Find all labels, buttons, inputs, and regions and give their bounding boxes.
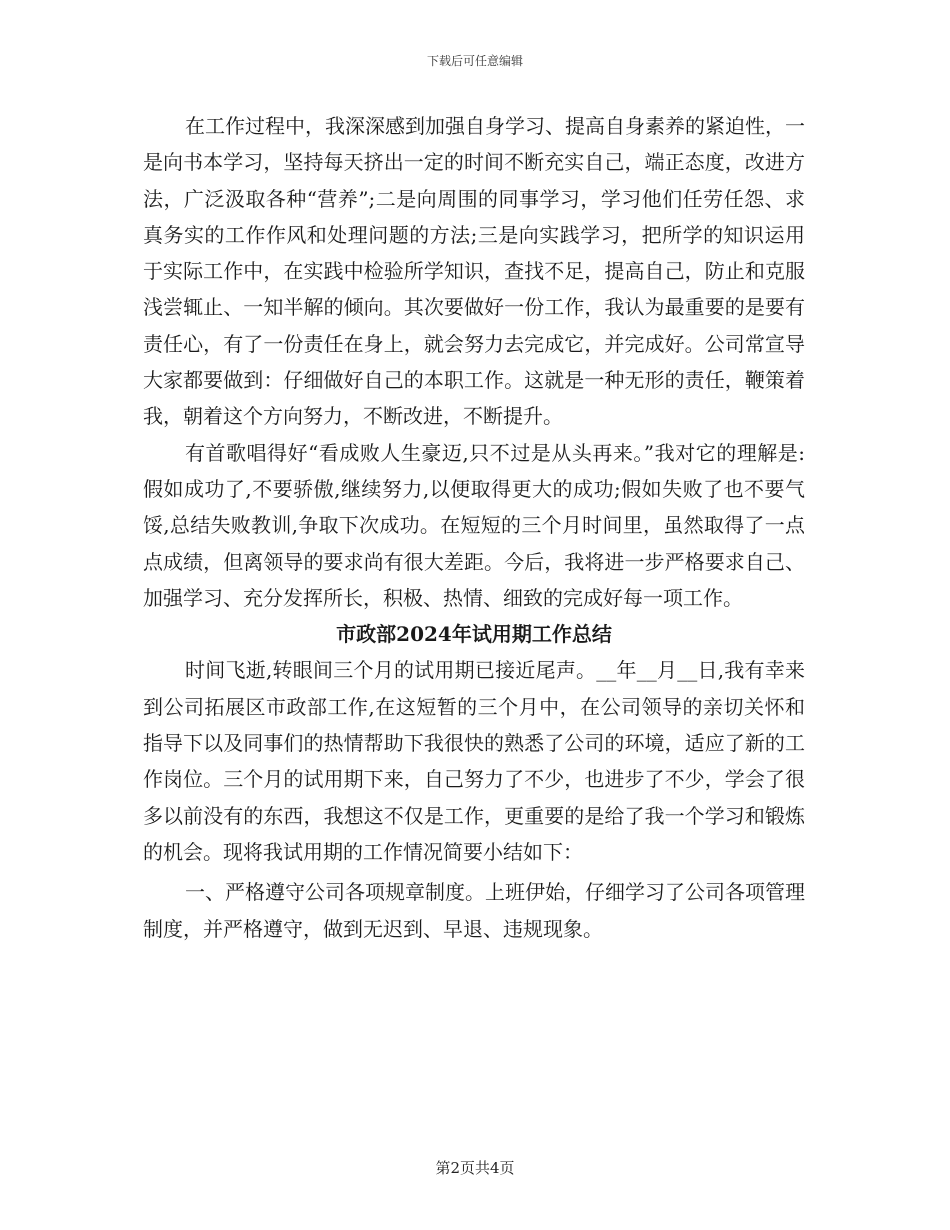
paragraph-intro: 时间飞逝,转眼间三个月的试用期已接近尾声。__年__月__日,我有幸来到公司拓展区市政部工作,在这短暂的三个月中，在公司领导的亲切关怀和指导下以及同事们的热情帮助下我很快的熟悉了公司的环境，适应了新的工作岗位。三个月的试用期下来，自己努力了不少，也进步了不少，学会了很多以前没有的东西，我想这不仅是工作，更重要的是给了我一个学习和锻炼的机会。现将我试用期的工作情况简要小结如下： (143, 658, 805, 864)
paragraph-rules: 一、严格遵守公司各项规章制度。上班伊始，仔细学习了公司各项管理制度，并严格遵守，做到无迟到、早退、违规现象。 (143, 880, 805, 941)
section-title: 市政部2024年试用期工作总结 (336, 622, 612, 647)
document-body (143, 108, 805, 947)
page-header: 下载后可任意编辑 (426, 54, 523, 68)
paragraph-study: 在工作过程中，我深深感到加强自身学习、提高自身素养的紧迫性，一是向书本学习，坚持每天挤出一定的时间不断充实自己，端正态度，改进方法，广泛汲取各种“营养”;二是向周围的同事学习，学习他们任劳任怨、求真务实的工作作风和处理问题的方法;三是向实践学习，把所学的知识运用于实际工作中，在实践中检验所学知识，查找不足，提高自己，防止和克服浅尝辄止、一知半解的倾向。其次要做好一份工作，我认为最重要的是要有责任心，有了一份责任在身上，就会努力去完成它，并完成好。公司常宣导大家都要做到：仔细做好自己的本职工作。这就是一种无形的责任，鞭策着我，朝着这个方向努力，不断改进，不断提升。 (143, 114, 805, 429)
paragraph-song: 有首歌唱得好“看成败人生豪迈,只不过是从头再来。”我对它的理解是:假如成功了,不要骄傲,继续努力,以便取得更大的成功;假如失败了也不要气馁,总结失败教训,争取下次成功。在短短的三个月时间里，虽然取得了一点点成绩，但离领导的要求尚有很大差距。今后，我将进一步严格要求自己、加强学习、充分发挥所长，积极、热情、细致的完成好每一项工作。 (143, 440, 805, 610)
page-number: 第2页共4页 (435, 1159, 515, 1177)
